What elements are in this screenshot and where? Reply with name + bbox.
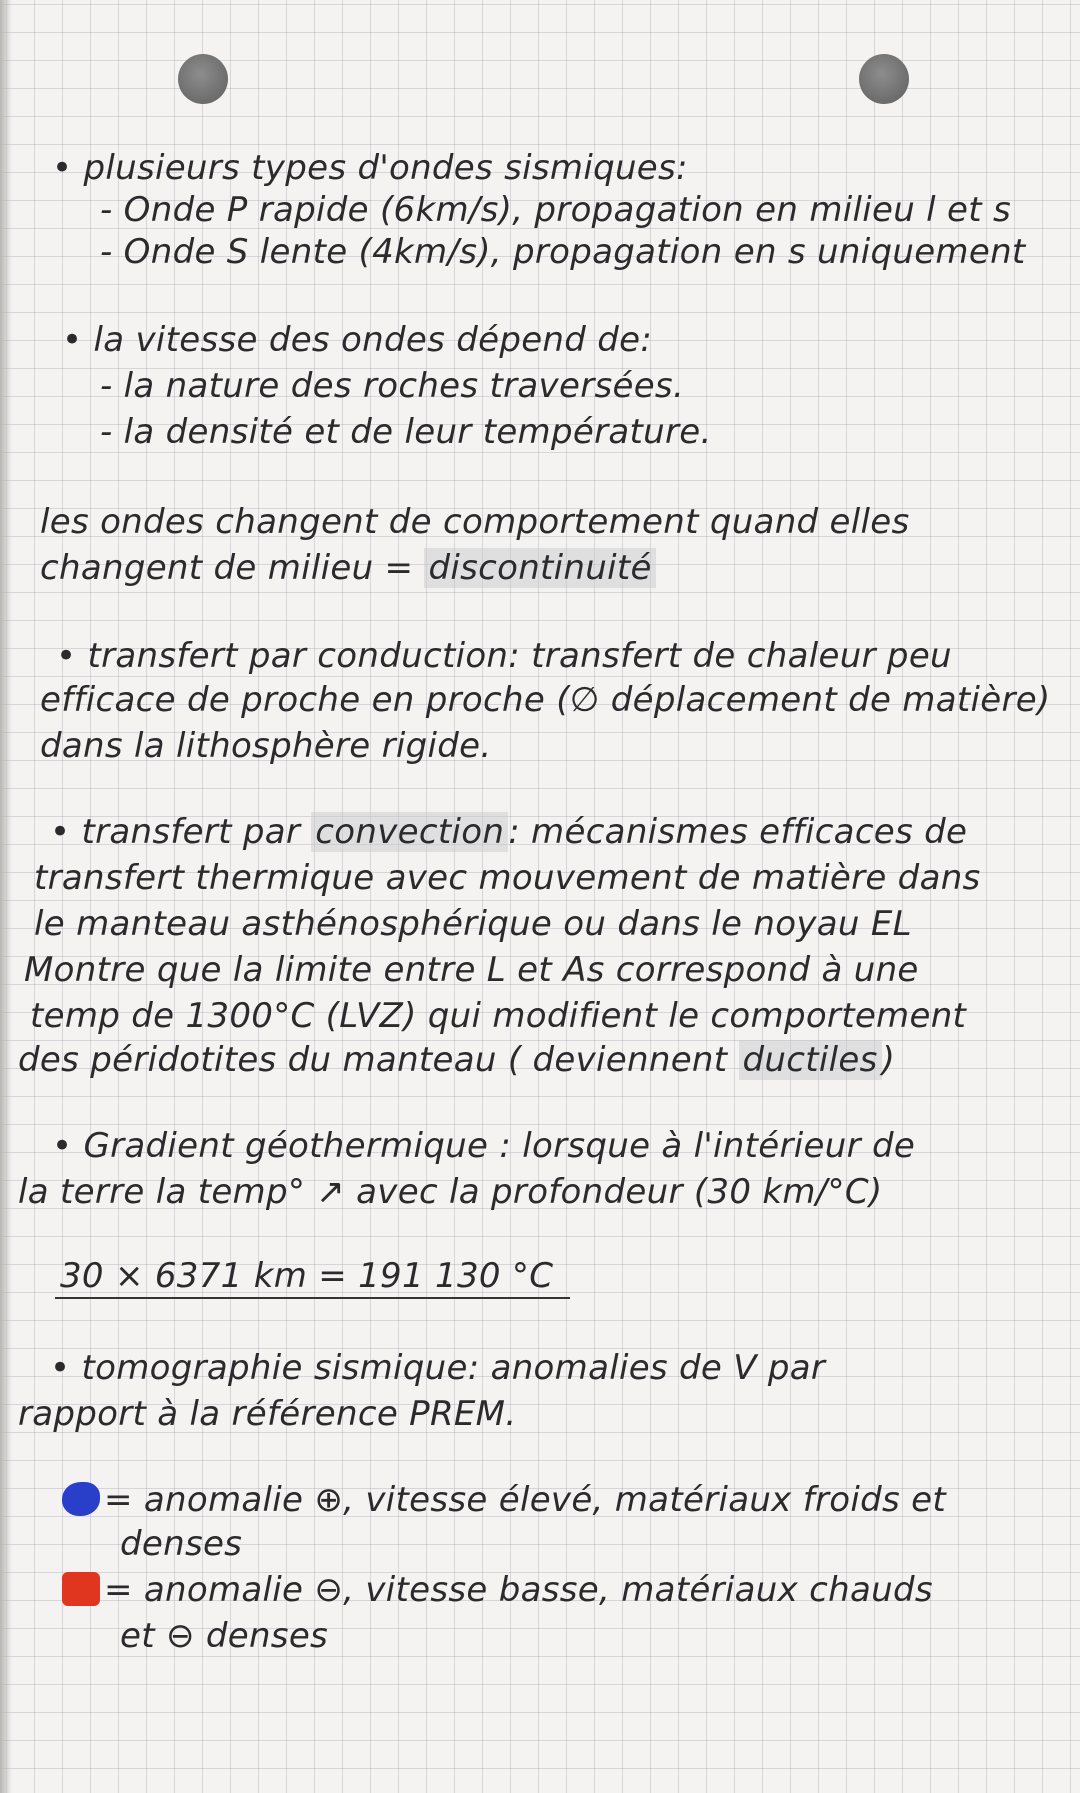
- blue-legend-swatch: [62, 1482, 100, 1516]
- legend-blue-line-2: denses: [120, 1524, 243, 1564]
- s1-wave-p: - Onde P rapide (6km/s), propagation en milieu l et s: [100, 190, 1011, 230]
- s2-item-nature: - la nature des roches traversées.: [100, 366, 685, 406]
- s5-line-3: le manteau asthénosphérique ou dans le noyau EL: [34, 904, 912, 944]
- punch-hole-right: [859, 54, 909, 104]
- s5-l6-text: des péridotites du manteau ( deviennent: [18, 1040, 739, 1080]
- s2-item-density: - la densité et de leur température.: [100, 412, 712, 452]
- s2-heading: • la vitesse des ondes dépend de:: [62, 320, 653, 360]
- s6-line-1: • Gradient géothermique : lorsque à l'intérieur de: [52, 1126, 916, 1166]
- calculation-underline: [55, 1297, 570, 1299]
- ductile-highlight: ductiles: [739, 1040, 882, 1080]
- s5-prefix: • transfert par: [50, 812, 312, 852]
- legend-blue-line-1: = anomalie ⊕, vitesse élevé, matériaux froids et: [104, 1480, 946, 1520]
- s3-line-2: [40, 548, 656, 588]
- s7-line-1: • tomographie sismique: anomalies de V par: [50, 1348, 826, 1388]
- s3-line-1: les ondes changent de comportement quand elles: [40, 502, 910, 542]
- s5-l6-close: ): [881, 1040, 896, 1080]
- s1-wave-s: - Onde S lente (4km/s), propagation en s uniquement: [100, 232, 1026, 272]
- s5-line-2: transfert thermique avec mouvement de matière dans: [34, 858, 981, 898]
- discontinuity-highlight: discontinuité: [424, 548, 655, 588]
- legend-red-line-1: = anomalie ⊖, vitesse basse, matériaux chauds: [104, 1570, 933, 1610]
- punch-hole-left: [178, 54, 228, 104]
- red-legend-swatch: [62, 1572, 100, 1606]
- legend-red-line-2: et ⊖ denses: [120, 1616, 329, 1656]
- s5-line-5: temp de 1300°C (LVZ) qui modifient le comportement: [30, 996, 967, 1036]
- convection-highlight: convection: [311, 812, 508, 852]
- s1-heading: • plusieurs types d'ondes sismiques:: [52, 148, 688, 188]
- s5-line-4: Montre que la limite entre L et As correspond à une: [24, 950, 919, 990]
- s5-line-1: [50, 812, 967, 852]
- s7-line-2: rapport à la référence PREM.: [18, 1394, 517, 1434]
- s3-text: changent de milieu =: [40, 548, 425, 588]
- s4-line-3: dans la lithosphère rigide.: [40, 726, 492, 766]
- paper-edge-shadow: [0, 0, 12, 1793]
- s5-line-6: [18, 1040, 895, 1080]
- calculation: 30 × 6371 km = 191 130 °C: [60, 1256, 554, 1296]
- s6-line-2: la terre la temp° ↗ avec la profondeur (30 km/°C): [18, 1172, 883, 1212]
- s4-line-2: efficace de proche en proche (∅ déplacement de matière): [40, 680, 1051, 720]
- s5-suffix: : mécanismes efficaces de: [508, 812, 968, 852]
- s4-line-1: • transfert par conduction: transfert de chaleur peu: [56, 636, 952, 676]
